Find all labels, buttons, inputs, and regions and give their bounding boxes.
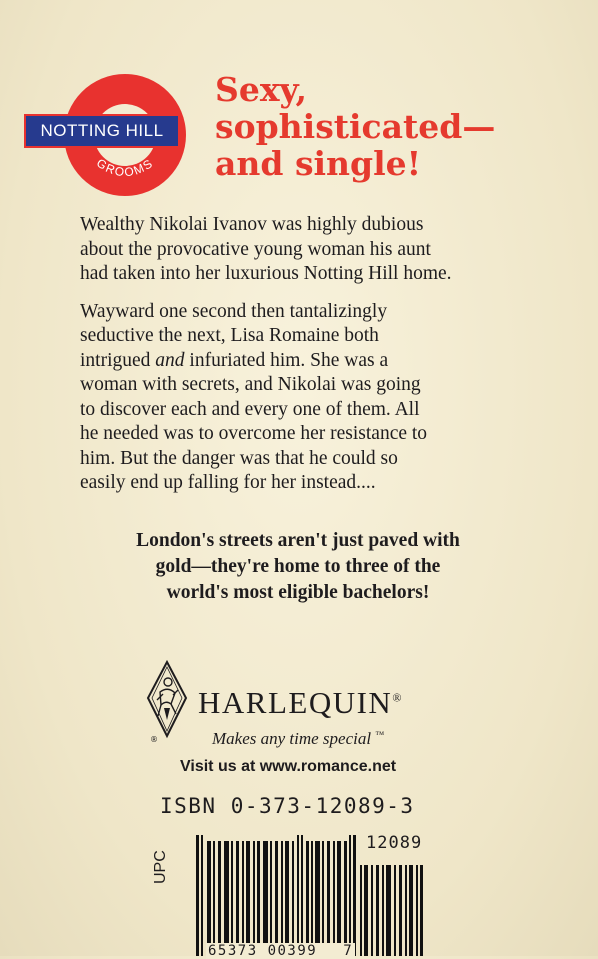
back-cover-blurb — [80, 213, 520, 509]
isbn: ISBN 0-373-12089-3 — [160, 794, 415, 818]
harlequin-emblem-icon — [146, 660, 188, 746]
svg-text:GROOMS: GROOMS — [94, 158, 156, 180]
series-pitch-line: world's most eligible bachelors! — [166, 582, 430, 603]
blurb-emphasis: and — [155, 349, 185, 371]
barcode-check-digit: 7 — [343, 943, 354, 959]
blurb-line: woman with secrets, and Nikolai was going — [80, 374, 421, 395]
publisher-website: Visit us at www.romance.net — [180, 758, 397, 775]
blurb-line: about the provocative young woman his aunt — [80, 238, 431, 260]
tagline-line: sophisticated— — [215, 107, 496, 146]
series-pitch-line: gold—they're home to three of the — [155, 556, 441, 577]
upc-label: UPC — [152, 850, 169, 884]
grooms-arc-text — [86, 158, 164, 188]
blurb-line: easily end up falling for her instead.... — [80, 472, 376, 493]
blurb-line: he needed was to overcome her resistance to — [80, 423, 428, 444]
blurb-text: intrigued — [80, 349, 156, 371]
blurb-line: to discover each and every one of them. All — [80, 398, 420, 420]
blurb-paragraph-1 — [80, 213, 520, 287]
publisher-slogan — [212, 729, 384, 749]
publisher-name — [198, 685, 403, 721]
trademark-mark: ™ — [375, 729, 385, 740]
series-pitch-line: London's streets aren't just paved with — [136, 530, 460, 551]
tagline — [215, 71, 545, 182]
series-pitch — [60, 528, 536, 606]
blurb-line — [80, 350, 388, 371]
registered-mark: ® — [392, 690, 403, 705]
barcode-number-top: 12089 — [366, 833, 423, 853]
barcode-number-bottom — [206, 943, 355, 959]
logo-bottom-text — [86, 158, 164, 188]
tagline-line: Sexy, — [215, 70, 308, 109]
publisher-wordmark: HARLEQUIN — [198, 685, 393, 720]
blurb-paragraph-2 — [80, 300, 520, 496]
tagline-line: and single! — [215, 144, 422, 183]
logo-top-text: NOTTING HILL — [40, 121, 164, 140]
svg-text:®: ® — [150, 735, 158, 744]
barcode-icon — [194, 835, 434, 956]
blurb-line: Wealthy Nikolai Ivanov was highly dubious — [80, 214, 424, 235]
roundel-bar — [24, 114, 180, 148]
slogan-text: Makes any time special — [212, 729, 372, 748]
blurb-line: him. But the danger was that he could so — [80, 447, 398, 469]
blurb-line: seductive the next, Lisa Romaine both — [80, 325, 379, 346]
notting-hill-grooms-logo — [24, 74, 180, 196]
blurb-line: Wayward one second then tantalizingly — [80, 300, 388, 322]
barcode-digits: 65373 00399 — [208, 943, 318, 959]
blurb-line: had taken into her luxurious Notting Hill home. — [80, 263, 452, 284]
blurb-text: infuriated him. She was a — [184, 349, 389, 371]
